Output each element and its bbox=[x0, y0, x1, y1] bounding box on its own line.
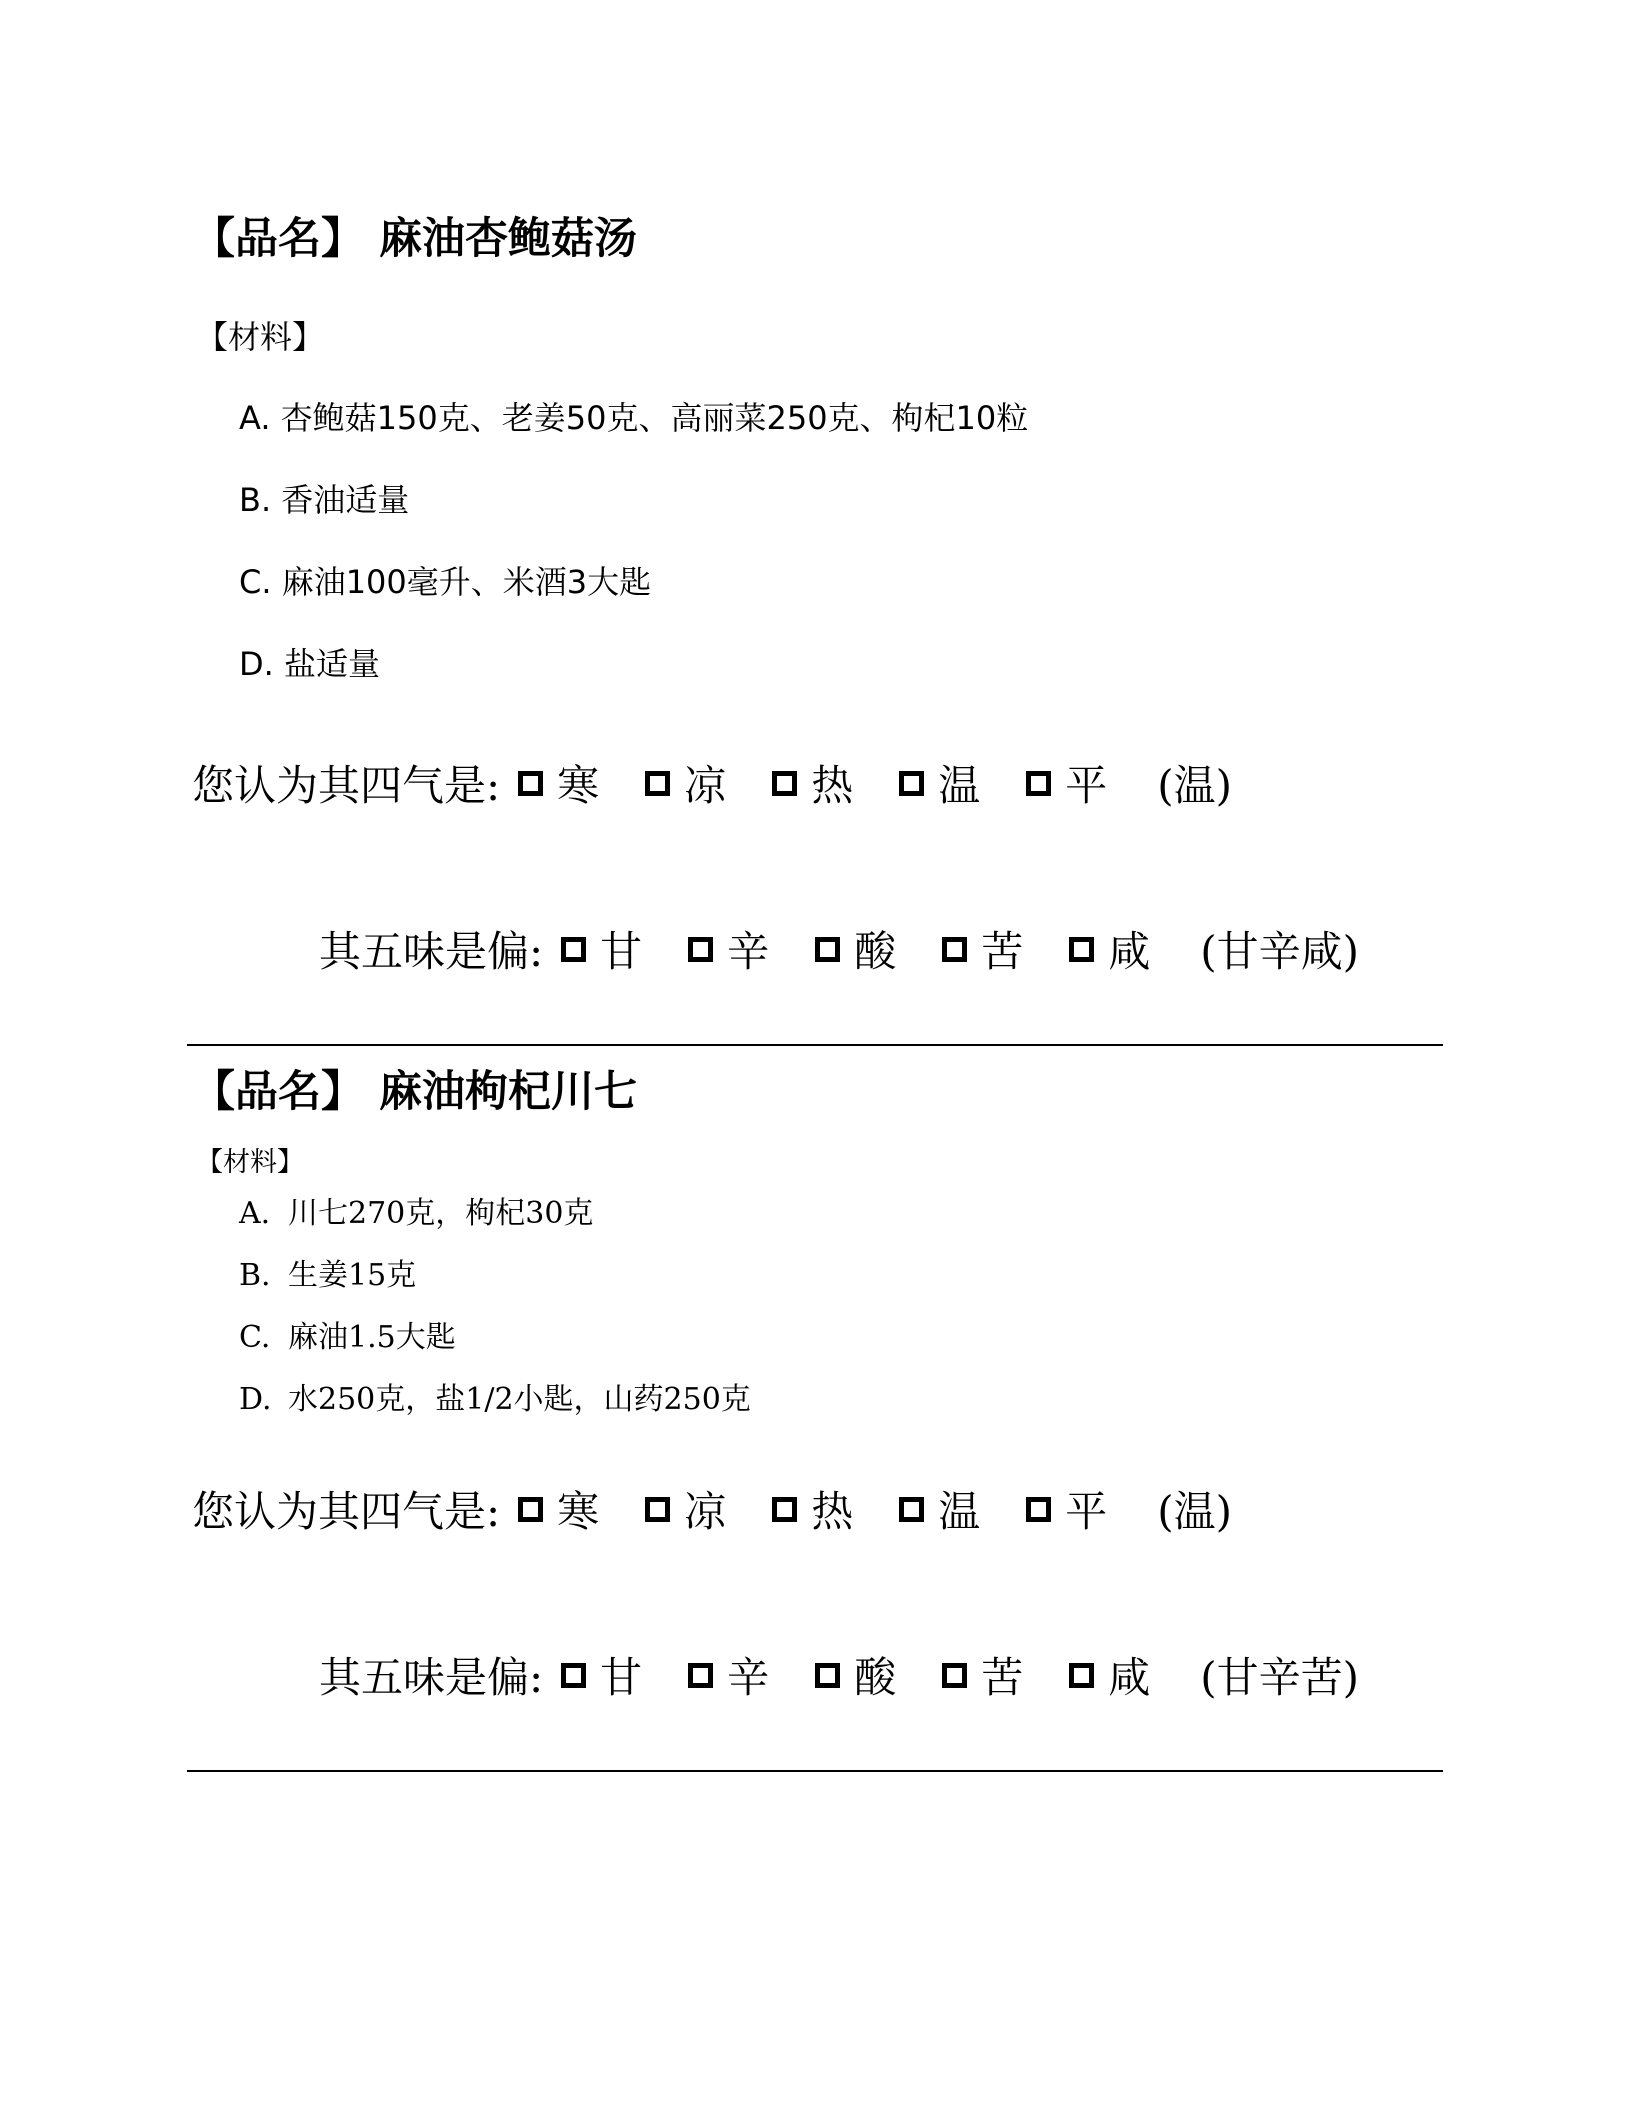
ingredient-text: 生姜15克 bbox=[288, 1258, 417, 1293]
checkbox[interactable] bbox=[1069, 937, 1094, 962]
ingredient-letter: A. bbox=[239, 399, 271, 437]
checkbox[interactable] bbox=[772, 771, 797, 796]
ingredient-text: 麻油100毫升、米酒3大匙 bbox=[281, 563, 652, 601]
five-flavors-question bbox=[319, 919, 1359, 979]
ingredient-item bbox=[239, 1250, 416, 1294]
ingredient-item bbox=[239, 393, 1028, 439]
ingredient-letter: C. bbox=[239, 563, 272, 601]
option-salty[interactable]: 咸 bbox=[1069, 1645, 1196, 1705]
checkbox[interactable] bbox=[645, 771, 670, 796]
four-qi-label: 您认为其四气是: bbox=[192, 761, 501, 810]
checkbox[interactable] bbox=[688, 937, 713, 962]
ingredient-text: 水250克，盐1/2小匙，山药250克 bbox=[288, 1382, 751, 1417]
ingredient-item bbox=[239, 1312, 456, 1356]
ingredient-text: 杏鲍菇150克、老姜50克、高丽菜250克、枸杞10粒 bbox=[280, 399, 1029, 437]
ingredient-letter: B. bbox=[239, 481, 272, 519]
option-pungent[interactable]: 辛 bbox=[688, 919, 815, 979]
checkbox[interactable] bbox=[942, 937, 967, 962]
recipe-title: 【品名】 麻油杏鲍菇汤 bbox=[192, 214, 637, 264]
option-cool[interactable]: 凉 bbox=[645, 753, 772, 813]
checkbox[interactable] bbox=[561, 1663, 586, 1688]
ingredient-letter: D. bbox=[239, 645, 274, 683]
option-bitter[interactable]: 苦 bbox=[942, 919, 1069, 979]
section-divider bbox=[187, 1770, 1443, 1772]
ingredient-text: 香油适量 bbox=[281, 481, 410, 519]
option-hot[interactable]: 热 bbox=[772, 1479, 899, 1539]
checkbox[interactable] bbox=[1026, 771, 1051, 796]
option-warm[interactable]: 温 bbox=[899, 753, 1026, 813]
option-neutral[interactable]: 平 bbox=[1026, 1479, 1153, 1539]
checkbox[interactable] bbox=[772, 1497, 797, 1522]
option-salty[interactable]: 咸 bbox=[1069, 919, 1196, 979]
section-divider bbox=[187, 1044, 1443, 1046]
ingredient-letter: D. bbox=[239, 1382, 272, 1417]
option-pungent[interactable]: 辛 bbox=[688, 1645, 815, 1705]
ingredient-letter: B. bbox=[239, 1258, 271, 1293]
materials-label: 【材料】 bbox=[196, 1147, 304, 1178]
five-flavors-label: 其五味是偏: bbox=[319, 1653, 544, 1702]
checkbox[interactable] bbox=[518, 1497, 543, 1522]
option-warm[interactable]: 温 bbox=[899, 1479, 1026, 1539]
option-cold[interactable]: 寒 bbox=[518, 753, 645, 813]
checkbox[interactable] bbox=[518, 771, 543, 796]
option-bitter[interactable]: 苦 bbox=[942, 1645, 1069, 1705]
ingredient-item bbox=[239, 1374, 751, 1418]
ingredient-text: 川七270克，枸杞30克 bbox=[288, 1196, 594, 1231]
ingredient-item bbox=[239, 639, 380, 685]
option-hot[interactable]: 热 bbox=[772, 753, 899, 813]
materials-label: 【材料】 bbox=[196, 318, 325, 356]
ingredient-item bbox=[239, 475, 409, 521]
four-qi-answer: (温) bbox=[1157, 1487, 1233, 1536]
checkbox[interactable] bbox=[561, 937, 586, 962]
checkbox[interactable] bbox=[942, 1663, 967, 1688]
five-flavors-answer: (甘辛苦) bbox=[1200, 1653, 1360, 1702]
ingredient-letter: C. bbox=[239, 1320, 271, 1355]
four-qi-label: 您认为其四气是: bbox=[192, 1487, 501, 1536]
four-qi-answer: (温) bbox=[1157, 761, 1233, 810]
checkbox[interactable] bbox=[1026, 1497, 1051, 1522]
four-qi-question bbox=[192, 1479, 1232, 1539]
checkbox[interactable] bbox=[815, 937, 840, 962]
five-flavors-answer: (甘辛咸) bbox=[1200, 927, 1360, 976]
option-sour[interactable]: 酸 bbox=[815, 1645, 942, 1705]
five-flavors-question bbox=[319, 1645, 1359, 1705]
recipe-title: 【品名】 麻油枸杞川七 bbox=[192, 1067, 637, 1117]
ingredient-text: 盐适量 bbox=[283, 645, 380, 683]
option-neutral[interactable]: 平 bbox=[1026, 753, 1153, 813]
option-sweet[interactable]: 甘 bbox=[561, 1645, 688, 1705]
option-cool[interactable]: 凉 bbox=[645, 1479, 772, 1539]
ingredient-item bbox=[239, 557, 651, 603]
five-flavors-label: 其五味是偏: bbox=[319, 927, 544, 976]
ingredient-letter: A. bbox=[239, 1196, 271, 1231]
checkbox[interactable] bbox=[645, 1497, 670, 1522]
option-cold[interactable]: 寒 bbox=[518, 1479, 645, 1539]
four-qi-question bbox=[192, 753, 1232, 813]
checkbox[interactable] bbox=[899, 1497, 924, 1522]
checkbox[interactable] bbox=[899, 771, 924, 796]
option-sweet[interactable]: 甘 bbox=[561, 919, 688, 979]
checkbox[interactable] bbox=[1069, 1663, 1094, 1688]
checkbox[interactable] bbox=[688, 1663, 713, 1688]
checkbox[interactable] bbox=[815, 1663, 840, 1688]
ingredient-item bbox=[239, 1188, 593, 1232]
option-sour[interactable]: 酸 bbox=[815, 919, 942, 979]
ingredient-text: 麻油1.5大匙 bbox=[288, 1320, 456, 1355]
